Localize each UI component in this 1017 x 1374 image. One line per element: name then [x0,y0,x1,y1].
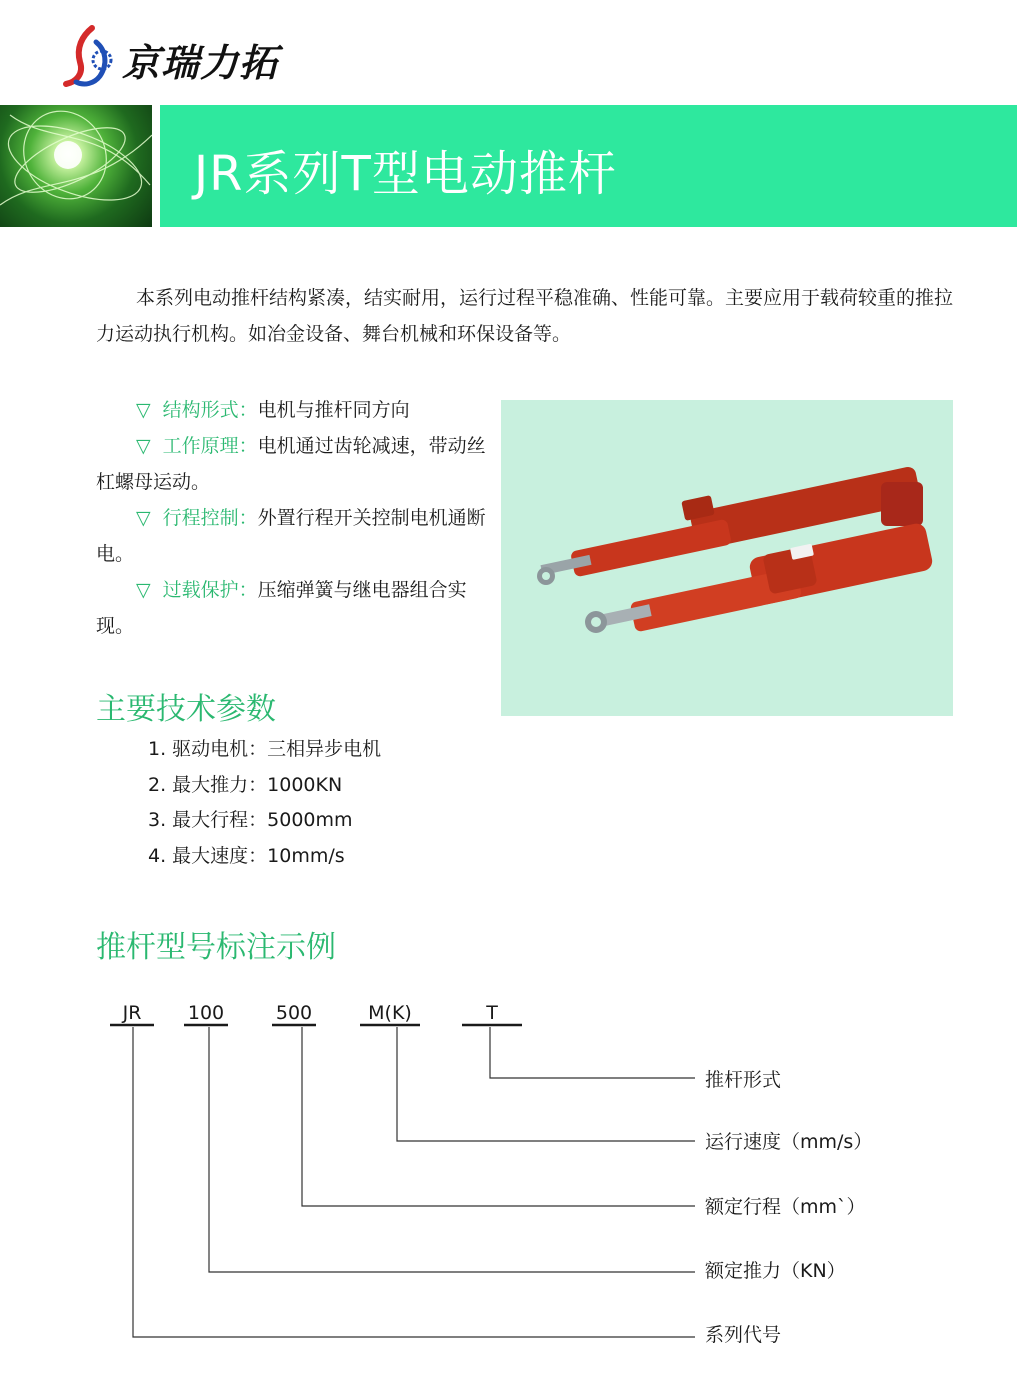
model-diagram [0,990,1017,1350]
triangle-icon: ▽ [136,579,151,601]
product-photo [501,400,953,716]
desc-stroke: 额定行程（mm`） [705,1196,866,1218]
specs-title: 主要技术参数 [96,692,276,727]
title-banner [160,105,1017,227]
spec-item: 4. 最大速度：10mm/s [148,844,345,867]
code-stroke: 500 [275,1002,313,1024]
code-series: JR [122,1002,142,1024]
model-title: 推杆型号标注示例 [96,930,336,965]
desc-series: 系列代号 [705,1324,782,1346]
triangle-icon: ▽ [136,507,151,529]
electric-actuator-image [501,400,953,716]
spec-item: 3. 最大行程：5000mm [148,809,353,831]
spec-item: 2. 最大推力：1000KN [148,773,343,796]
brand-name: 京瑞力拓 [122,41,279,85]
specs-list [148,732,381,874]
feature-item [96,500,496,572]
feature-item [96,572,496,644]
feature-list [96,392,496,644]
feature-item [96,428,496,500]
brand-emblem-icon [62,22,122,92]
triangle-icon: ▽ [136,399,151,421]
leader-lines [133,1027,695,1337]
brand-logo [62,22,302,92]
code-type: T [486,1002,498,1024]
feature-item [96,392,496,428]
light-streaks-image [0,105,152,227]
feature-value: 电机通过齿轮减速，带动丝杠螺母运动。 [96,435,486,493]
spec-item: 1. 驱动电机：三相异步电机 [148,738,382,760]
intro-paragraph: 本系列电动推杆结构紧凑，结实耐用，运行过程平稳准确、性能可靠。主要应用于载荷较重的推拉力运动执行机构。如冶金设备、舞台机械和环保设备等。 [96,287,954,345]
feature-label: 结构形式： [162,399,258,421]
feature-label: 过载保护： [162,579,258,601]
triangle-icon: ▽ [136,435,151,457]
feature-label: 工作原理： [162,435,258,457]
page-title: JR系列T型电动推杆 [194,146,617,202]
feature-value: 外置行程开关控制电机通断电。 [96,507,486,565]
desc-speed: 运行速度（mm/s） [705,1131,873,1153]
feature-value: 压缩弹簧与继电器组合实现。 [96,579,467,637]
feature-value: 电机与推杆同方向 [257,399,410,421]
feature-label: 行程控制： [162,507,258,529]
desc-thrust: 额定推力（KN） [705,1260,846,1282]
banner-light-image [0,105,152,227]
code-thrust: 100 [187,1002,225,1024]
desc-type: 推杆形式 [705,1069,782,1091]
code-speed: M(K) [368,1002,412,1024]
